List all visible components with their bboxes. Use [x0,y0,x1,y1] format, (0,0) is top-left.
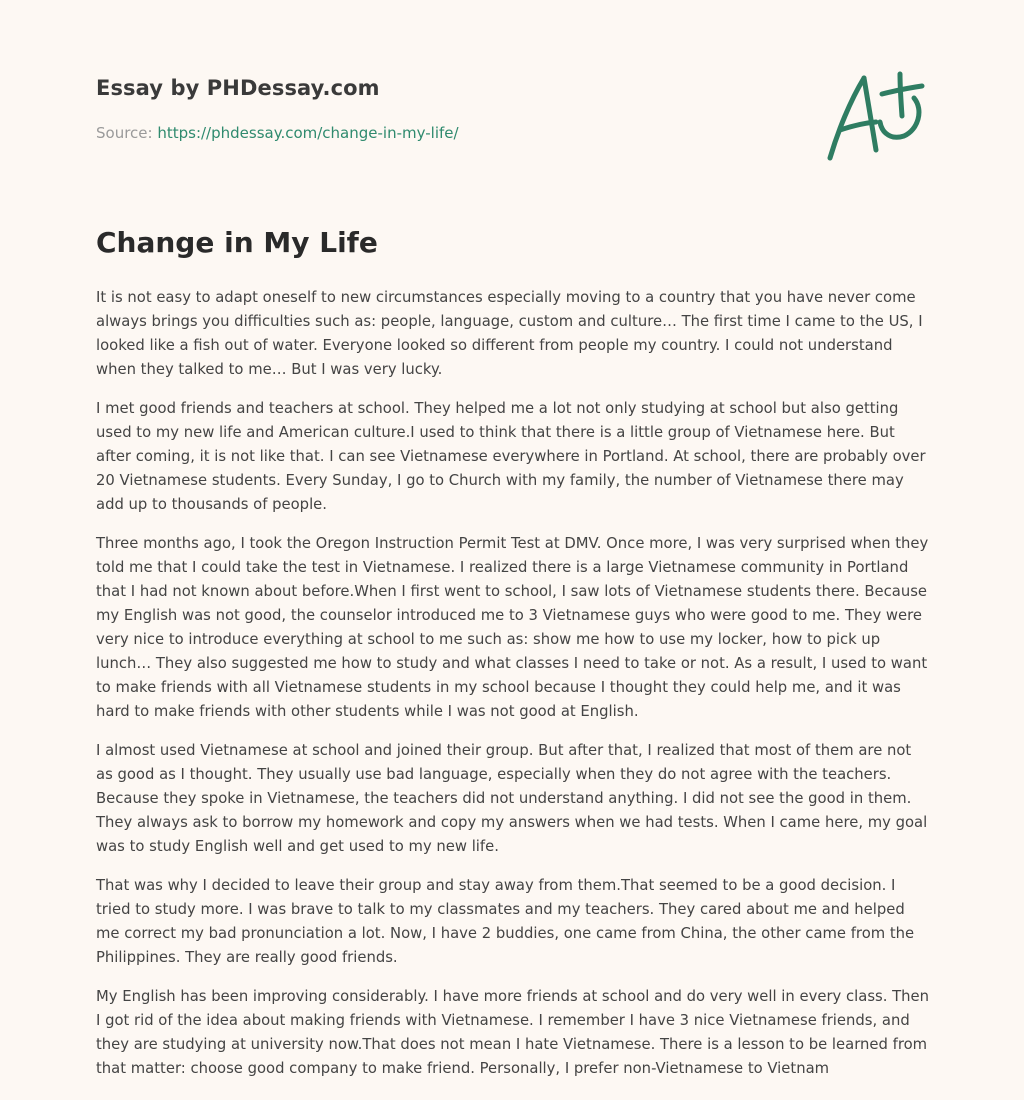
essay-paragraph: It is not easy to adapt oneself to new circumstances especially moving to a country that you have never come always brings you difficulties such as: people, language, custom and culture… The first time I came to the US, I looked like a fish out of water. Everyone looked so different from people my country. I could not understand when they talked to me… But I was very lucky. [96,289,923,378]
essay-paragraph: Three months ago, I took the Oregon Instruction Permit Test at DMV. Once more, I was very surprised when they told me that I could take the test in Vietnamese. I realized there is a large Vietnamese community in Portland that I had not known about before.When I first went to school, I saw lots of Vietnamese students there. Because my English was not good, the counselor introduced me to 3 Vietnamese guys who were good to me. They were very nice to introduce everything at school to me such as: show me how to use my locker, how to pick up lunch… They also suggested me how to study and what classes I need to take or not. As a result, I used to want to make friends with all Vietnamese students in my school because I thought they could help me, and it was hard to make friends with other students while I was not good at English. [96,535,929,720]
essay-title: Change in My Life [96,226,378,259]
a-plus-grade-icon [818,66,928,166]
essay-paragraph: I met good friends and teachers at school. They helped me a lot not only studying at school but also getting used to my new life and American culture.I used to think that there is a little group of Vietnamese here. But after coming, it is not like that. I can see Vietnamese everywhere in Portland. At school, there are probably over 20 Vietnamese students. Every Sunday, I go to Church with my family, the number of Vietnamese there may add up to thousands of people. [96,400,926,513]
site-title: Essay by PHDessay.com [96,76,380,100]
source-line [96,124,459,142]
source-label: Source: [96,124,158,142]
essay-paragraph: That was why I decided to leave their group and stay away from them.That seemed to be a good decision. I tried to study more. I was brave to talk to my classmates and my teachers. They cared about me and helped me correct my bad pronunciation a lot. Now, I have 2 buddies, one came from China, the other came from the Philippines. They are really good friends. [96,877,915,966]
essay-body [96,286,932,1096]
essay-paragraph: My English has been improving considerably. I have more friends at school and do very well in every class. Then I got rid of the idea about making friends with Vietnamese. I remember I have 3 nice Vietnamese friends, and they are studying at university now.That does not mean I hate Vietnamese. There is a lesson to be learned from that matter: choose good company to make friend. Personally, I prefer non-Vietnamese to Vietnam [96,988,930,1077]
source-link[interactable]: https://phdessay.com/change-in-my-life/ [157,124,459,142]
essay-paragraph: I almost used Vietnamese at school and joined their group. But after that, I realized that most of them are not as good as I thought. They usually use bad language, especially when they do not agree with the teachers. Because they spoke in Vietnamese, the teachers did not understand anything. I did not see the good in them. They always ask to borrow my homework and copy my answers when we had tests. When I came here, my goal was to study English well and get used to my new life. [96,742,928,855]
